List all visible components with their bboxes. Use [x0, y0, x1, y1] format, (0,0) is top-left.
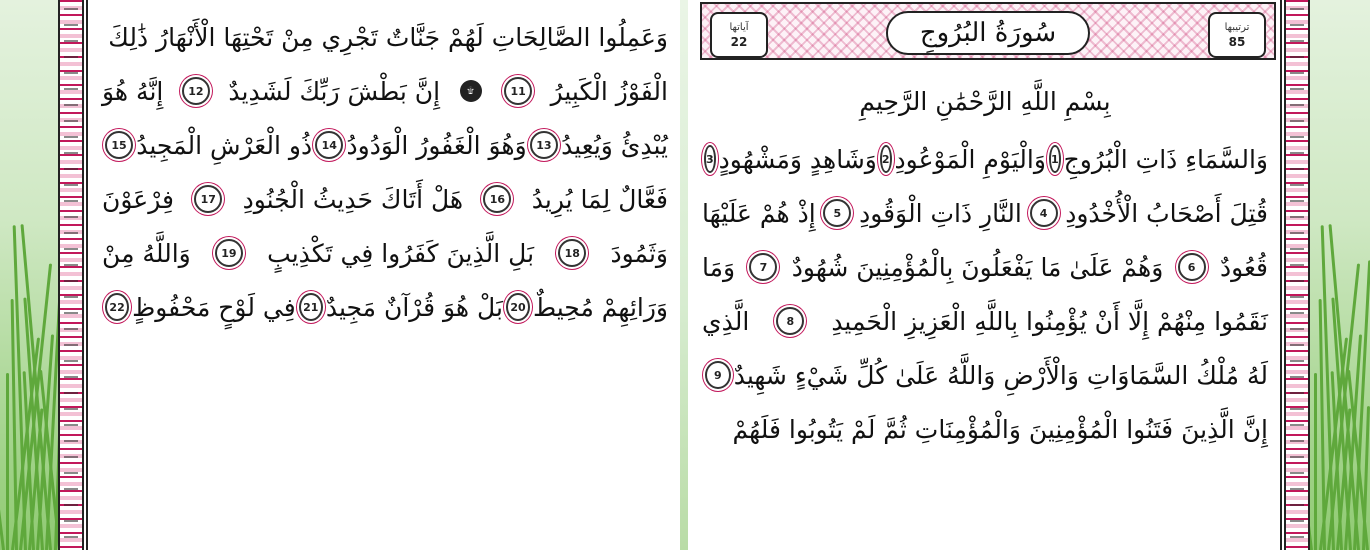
verse-line: [102, 122, 668, 168]
verse-text: إِذْ هُمْ عَلَيْهَا: [702, 198, 816, 228]
verse-line: [102, 14, 668, 60]
ayah-number-marker: 1: [1049, 145, 1061, 173]
verse-line: [702, 244, 1268, 290]
verse-text: فَعَّالٌ لِمَا يُرِيدُ: [531, 184, 668, 214]
ayah-number-marker: 22: [105, 293, 129, 321]
ayah-number-marker: 12: [182, 77, 210, 105]
ayah-number-marker: 4: [1030, 199, 1058, 227]
verse-text: بَلِ الَّذِينَ كَفَرُوا فِي تَكْذِيبٍ: [267, 238, 535, 268]
ayah-number-marker: 8: [776, 307, 804, 335]
verse-text: وَهُمْ عَلَىٰ مَا يَفْعَلُونَ بِالْمُؤْمِنِينَ شُهُودٌ: [791, 252, 1164, 282]
grass-blade: [1314, 373, 1317, 550]
verse-line: [702, 298, 1268, 344]
verse-text: يُبْدِئُ وَيُعِيدُ: [561, 130, 668, 160]
verse-text: بَلْ هُوَ قُرْآنٌ مَجِيدٌ: [325, 292, 503, 322]
sajda-mark-icon: ۩: [460, 80, 482, 102]
verse-line: [702, 352, 1268, 398]
verse-line: [102, 68, 668, 114]
page-text: [102, 0, 668, 550]
verse-text: هَلْ أَتَاكَ حَدِيثُ الْجُنُودِ: [242, 184, 464, 214]
verse-text: قُتِلَ أَصْحَابُ الْأُخْدُودِ: [1065, 198, 1268, 228]
verse-text: فِرْعَوْنَ: [102, 184, 174, 214]
verse-text: فِي لَوْحٍ مَحْفُوظٍ: [132, 292, 296, 322]
order-label: ترتيبها: [1224, 21, 1250, 33]
ayah-number-marker: 21: [299, 293, 323, 321]
ayah-number-marker: 3: [704, 145, 716, 173]
verse-text: إِنَّ بَطْشَ رَبِّكَ لَشَدِيدٌ: [228, 76, 441, 106]
ayah-number-marker: 6: [1178, 253, 1206, 281]
verse-line: [702, 190, 1268, 236]
ayah-number-marker: 5: [823, 199, 851, 227]
ayah-number-marker: 19: [215, 239, 243, 267]
ayah-number-marker: 20: [506, 293, 530, 321]
verse-line: [702, 136, 1268, 182]
ayat-count: 22: [730, 34, 748, 49]
mushaf-page-left: [58, 0, 680, 550]
page-text: [702, 0, 1268, 550]
background-grass-right: [1308, 0, 1370, 550]
verse-text: وَرَائِهِمْ مُحِيطٌ: [533, 292, 668, 322]
verse-text: ذُو الْعَرْشِ الْمَجِيدُ: [136, 130, 313, 160]
mushaf-page-right: [688, 0, 1310, 550]
verse-text: وَاللَّهُ مِنْ: [102, 238, 191, 268]
verse-text: قُعُودٌ: [1219, 252, 1268, 282]
verse-text: الَّذِي: [702, 306, 750, 336]
verse-text: نَقَمُوا مِنْهُمْ إِلَّا أَنْ يُؤْمِنُوا بِاللَّهِ الْعَزِيزِ الْحَمِيدِ: [831, 306, 1268, 336]
grass-blade: [0, 411, 5, 550]
verse-text: لَهُ مُلْكُ السَّمَاوَاتِ وَالْأَرْضِ وَاللَّهُ عَلَىٰ كُلِّ شَيْءٍ شَهِيدٌ: [733, 360, 1268, 390]
basmala: بِسْمِ اللَّهِ الرَّحْمَٰنِ الرَّحِيمِ: [859, 86, 1111, 116]
ayah-number-marker: 17: [194, 185, 222, 213]
verse-text: إِنَّهُ هُوَ: [102, 76, 164, 106]
background-grass-left: [0, 0, 62, 550]
verse-text: النَّارِ ذَاتِ الْوَقُودِ: [859, 198, 1022, 228]
ayah-number-marker: 9: [705, 361, 731, 389]
verse-text: وَمَا: [702, 252, 736, 282]
verse-text: وَعَمِلُوا الصَّالِحَاتِ لَهُمْ جَنَّاتٌ تَجْرِي مِنْ تَحْتِهَا الْأَنْهَارُ ذَٰلِكَ: [108, 22, 668, 52]
verse-text: وَهُوَ الْغَفُورُ الْوَدُودُ: [346, 130, 527, 160]
grass-blade: [6, 373, 9, 550]
verse-text: وَالْيَوْمِ الْمَوْعُودِ: [894, 144, 1046, 174]
verse-text: الْفَوْزُ الْكَبِيرُ: [550, 76, 668, 106]
ayah-number-marker: 7: [749, 253, 777, 281]
ayah-number-marker: 15: [105, 131, 133, 159]
verse-text: وَثَمُودَ: [610, 238, 668, 268]
ornamental-border: [1284, 0, 1310, 550]
ayah-number-marker: 14: [315, 131, 343, 159]
verse-line: [702, 406, 1268, 452]
verse-text: إِنَّ الَّذِينَ فَتَنُوا الْمُؤْمِنِينَ وَالْمُؤْمِنَاتِ ثُمَّ لَمْ يَتُوبُوا فَلَهُمْ: [732, 414, 1268, 444]
ayat-label: آياتها: [729, 21, 749, 33]
ayah-number-marker: 18: [558, 239, 586, 267]
verse-line: [102, 176, 668, 222]
ayah-number-marker: 2: [880, 145, 892, 173]
ayah-number-marker: 13: [530, 131, 558, 159]
verse-text: وَشَاهِدٍ وَمَشْهُودٍ: [718, 144, 877, 174]
verse-line: [102, 284, 668, 330]
ayah-number-marker: 11: [504, 77, 532, 105]
surah-title: سُورَةُ البُرُوجِ: [886, 11, 1090, 55]
ornamental-border: [58, 0, 84, 550]
order-number: 85: [1228, 34, 1246, 49]
verse-line: [102, 230, 668, 276]
verse-text: وَالسَّمَاءِ ذَاتِ الْبُرُوجِ: [1063, 144, 1268, 174]
ayah-number-marker: 16: [483, 185, 511, 213]
